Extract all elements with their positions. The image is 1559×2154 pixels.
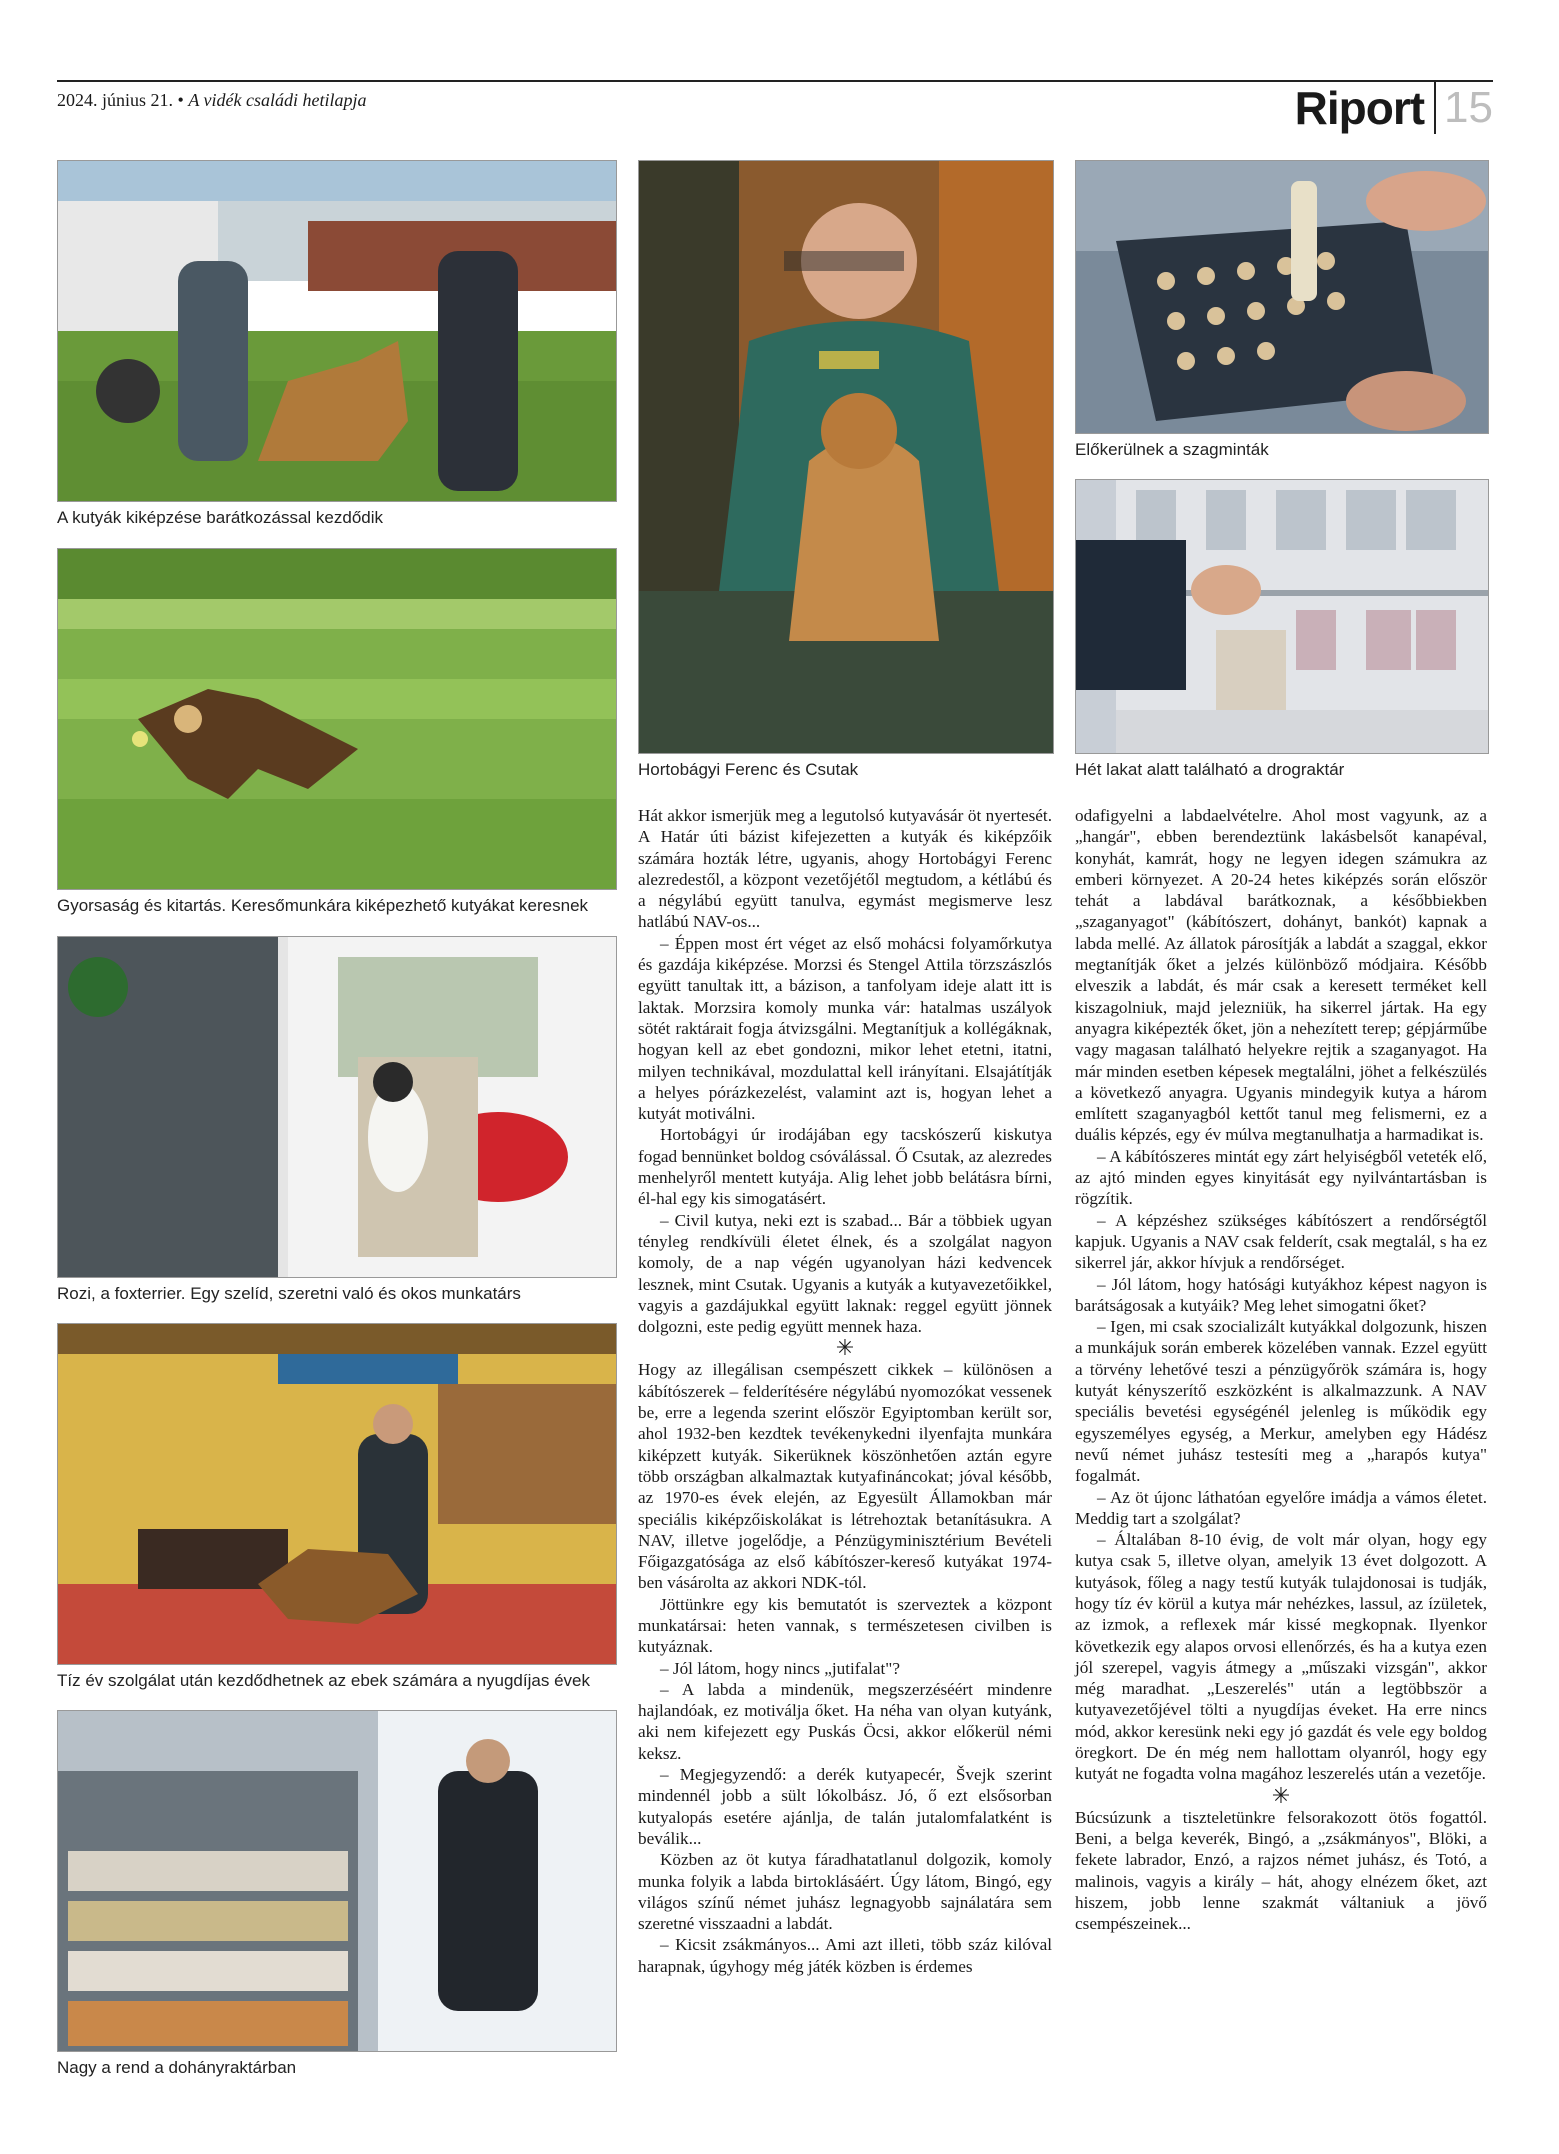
photo-hangar-training <box>57 1323 617 1665</box>
paragraph: – Kicsit zsákmányos... Ami azt illeti, több száz kilóval harapnak, úgyhogy még játék közben is érdemes <box>638 1935 1052 1976</box>
issue-date: 2024. június 21. <box>57 90 174 110</box>
section-separator: ✳ <box>835 1335 855 1361</box>
paragraph: – Civil kutya, neki ezt is szabad... Bár a többiek ugyan tényleg rendkívüli életet élnek, és a szolgálat nagyon komoly, de a nap végén ugyanolyan házi kedvencek lesznek, mint Csutak. Ugyanis a kutyák a kutyavezetőikkel, vagyis a gazdájukkal együtt laknak: reggel együtt jönnek dolgozni, este pedig együtt mennek haza. <box>638 1210 1052 1337</box>
caption-training: A kutyák kiképzése barátkozással kezdődik <box>57 508 384 527</box>
paragraph: odafigyelni a labdaelvételre. Ahol most vagyunk, az a „hangár", ebben berendeztünk lakásbelsőt kanapéval, konyhát, kamrát, hogy ne legyen idegen számukra az emberi környezet. A 20-24 hetes kiképzés során először tehát a labdával barátkoznak, a későbbiekben „szaganyagot" (kábítószert, dohányt, bankót) kapnak a labda mellé. Az állatok párosítják a labdát a szaggal, ekkor megtanítják őket a jelzés különböző módjaira. Később elveszik a labdát, és már csak a keresett terméket kell kiszagolniuk, majd jelezniük, ha sikerrel jártak. Ha egy anyagra kiképezték őket, jön a nehezített terep; gépjárműbe vagy magasan található helyekre rejtik a szaganyagot. Ha már minden esetben képesek megtalálni, jöhet a felkészülés a következő anyagra. Ugyanis mindegyik kutya a három említett szaganyagból kettőt tanul meg felismerni, ez a duális képzés, egy év múlva megtanulhatja a harmadikat is. <box>1075 806 1487 1145</box>
section-separator: ✳ <box>1271 1782 1291 1808</box>
publication-name: A vidék családi hetilapja <box>188 90 367 110</box>
paragraph: Közben az öt kutya fáradhatatlanul dolgozik, komoly munka folyik a labda birtoklásáért. Úgy látom, Bingó, egy világos színű német juhász legnagyobb sajnálatára sem szeretné visszaadni a labdát. <box>638 1850 1052 1934</box>
caption-retirement: Tíz év szolgálat után kezdődhetnek az ebek számára a nyugdíjas évek <box>57 1671 590 1690</box>
paragraph: – Éppen most ért véget az első mohácsi folyamőrkutya és gazdája kiképzése. Morzsi és Stengel Attila törzszászlós együtt tanultak itt, a bázison, a tanfolyam ideje alatt itt is laktak. Morzsira komoly munka vár: hatalmas uszályok sötét raktárait fogja átvizsgálni. Megtanítjuk a kollégáknak, hogyan kell az ebet gondozni, mikor lehet etetni, itatni, milyen technikával, mozdulattal kell irányítani. Elsajátítják a helyes pórázkezelést, valamint azt is, hogyan lehet a kutyát motiválni. <box>638 933 1052 1124</box>
page-number: 15 <box>1444 83 1493 132</box>
photo-running-dog <box>57 548 617 890</box>
paragraph: Hát akkor ismerjük meg a legutolsó kutyavásár öt nyertesét. A Határ úti bázist kifejezetten a kutyák és kiképzőik számára hozták létre, ugyanis, ahogy Hortobágyi Ferenc alezredestől, a központ vezetőjétől megtudom, a kétlábú és a négylábú együtt tanulva, egymást megismerve lesz hatlábú NAV-os... <box>638 806 1052 932</box>
caption-drug-storage: Hét lakat alatt található a drograktár <box>1075 760 1345 779</box>
section-header <box>1295 80 1493 136</box>
paragraph: Búcsúzunk a tiszteletünkre felsorakozott ötös fogattól. Beni, a belga keverék, Bingó, a „zsákmányos", Blöki, a fekete labrador, Enzó, a rajzos német juhász, és Totó, a malinois, vagyis a király – hát, ahogy elnézem őket, azt hiszem, jobb lenne szakmát váltaniuk a jövő csempészeinek... <box>1075 1807 1487 1934</box>
paragraph: – Az öt újonc láthatóan egyelőre imádja a vámos életet. Meddig tart a szolgálat? <box>1075 1487 1487 1528</box>
photo-drug-storage <box>1075 479 1489 754</box>
paragraph: – A kábítószeres mintát egy zárt helyiségből veteték elő, az ajtó minden egyes kinyitását egy nyilvántartásban is rögzítik. <box>1075 1146 1487 1209</box>
header-rule <box>57 80 1493 82</box>
photo-tobacco-warehouse <box>57 1710 617 2052</box>
caption-hortobagyi: Hortobágyi Ferenc és Csutak <box>638 760 859 779</box>
caption-tobacco: Nagy a rend a dohányraktárban <box>57 2058 297 2077</box>
issue-line <box>57 90 366 111</box>
article-column-1 <box>638 805 1052 1977</box>
paragraph: – A labda a mindenük, megszerzéséért mindenre hajlandóak, ez motiválja őket. Ha néha van olyan kutyánk, aki nem kifejezett egy Puskás Öcsi, akkor előkerül némi keksz. <box>638 1679 1052 1763</box>
caption-samples: Előkerülnek a szagminták <box>1075 440 1269 459</box>
section-title: Riport <box>1294 82 1425 134</box>
paragraph: – Jól látom, hogy nincs „jutifalat"? <box>660 1658 900 1678</box>
paragraph: – Igen, mi csak szocializált kutyákkal dolgozunk, hiszen a munkájuk során emberek közelében vannak. Ezzel együtt a törvény lehetővé teszi a pénzügyőrök számára is, hogy kutyát kényszerítő eszközként is alkalmazzunk. A NAV speciális bevetési egységénél jelenleg is működik egy egyszemélyes egység, a Merkur, amelyben egy Hádész nevű német juhász testesíti meg a „harapós kutya" fogalmát. <box>1075 1317 1487 1486</box>
paragraph: Jöttünkre egy kis bemutatót is szerveztek a központ munkatársai: heten vannak, s természetesen civilben is kutyáznak. <box>638 1594 1052 1657</box>
paragraph: – Jól látom, hogy hatósági kutyákhoz képest nagyon is barátságosak a kutyáik? Meg lehet simogatni őket? <box>1075 1274 1487 1315</box>
photo-training-grass <box>57 160 617 502</box>
section-divider <box>1434 82 1436 134</box>
photo-hortobagyi-csutak <box>638 160 1054 754</box>
paragraph: Hogy az illegálisan csempészett cikkek – különösen a kábítószerek – felderítésére négylábú nyomozókat vessenek be, erre a legenda szerint először Egyiptomban került sor, ahol 1932-ben kezdtek tevékenykedni ilyenfajta munkára kiképzett kutyák. Sikerüknek köszönhetően aztán egyre több országban alkalmaztak kutyafináncokat; jóval később, az 1970-es évek elején, az Egyesült Államokban már speciális kiképzőiskolákat is létrehoztak betanításukra. A NAV, illetve jogelődje, a Pénzügyminisztérium Bevételi Főigazgatósága az első kábítószer-kereső kutyákat 1974-ben vásárolta az akkori NDK-tól. <box>638 1360 1052 1593</box>
article-column-2 <box>1075 805 1487 1934</box>
caption-speed: Gyorsaság és kitartás. Keresőmunkára kiképezhető kutyákat keresnek <box>57 896 589 915</box>
paragraph: – Általában 8-10 évig, de volt már olyan, hogy egy kutya csak 5, illetve olyan, amelyik 13 évet dolgozott. A kutyások, főleg a nagy testű kutyák tulajdonosai is tudják, hogy tíz év körül a kutya már nehézkes, lassul, az ízületek, az izmok, a reflexek már kissé megkopnak. Ilyenkor következik egy alapos orvosi ellenőrzés, és ha a kutya ezen jól szerepel, vagyis átmegy a „műszaki vizsgán", akkor még maradhat. „Leszerelés" után a legtöbbször a kutyavezetőjével tölti a nyugdíjas éveket. Ha erre nincs mód, akkor keresünk neki egy jó gazdát és vele egy boldog öregkort. De én még nem hallottam olyanról, hogy egy kutyát ne fogadta volna magához leszerelés után a vezetője. <box>1075 1530 1487 1784</box>
bullet: • <box>177 90 184 110</box>
paragraph: Hortobágyi úr irodájában egy tacskószerű kiskutya fogad bennünket boldog csóválással. Ő Csutak, az alezredes menhelyről mentett kutyája. Alig lehet jobb belátásra bírni, él-hal egy kis simogatásért. <box>638 1125 1052 1209</box>
caption-rozi: Rozi, a foxterrier. Egy szelíd, szeretni való és okos munkatárs <box>57 1284 521 1303</box>
paragraph: – Megjegyzendő: a derék kutyapecér, Švejk szerint mindennél jobb a sült lókolbász. Jó, ő ezt elsősorban kutyalopás esetére ajánlja, de talán jutalomfalatként is beválik... <box>638 1765 1052 1848</box>
photo-scent-samples <box>1075 160 1489 434</box>
paragraph: – A képzéshez szükséges kábítószert a rendőrségtől kapjuk. Ugyanis a NAV csak felderít, csak megtalál, s ha ez sikerrel jár, akkor hívjuk a rendőrséget. <box>1075 1210 1487 1273</box>
photo-foxterrier-car <box>57 936 617 1278</box>
